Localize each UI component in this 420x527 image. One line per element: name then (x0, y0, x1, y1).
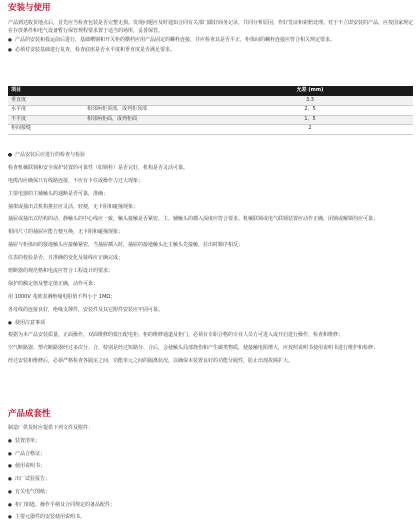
notes-heading: ● 使用注意事项 (8, 320, 413, 328)
table-cell: 3.3 (204, 96, 413, 106)
check-item: ○ 抽架或抽出式机构推拉应灵活，轻便，无卡阻和碰撞现象； (8, 204, 413, 212)
checks-heading: ● 产品安装后应进行的检查与检验 (8, 152, 413, 160)
note-item: ○ 根据为本产品安装质量，正面操作，双面维修的低压配电柜。柜的维修通道及柜门，必须有专职合格的专业人员方可进入或开启进行操作，检查和维修； (8, 332, 413, 340)
table-cell: 不平度 (8, 115, 84, 125)
table-cell: 2、5 (204, 106, 413, 116)
complete-item: ● 使用说明书； (8, 463, 413, 471)
table-row (8, 125, 413, 135)
table-cell: 相邻两柜面，成列柜面 (84, 115, 204, 125)
complete-item: ● 出厂试验报告； (8, 476, 413, 484)
note-item: ○ 空气断路器、塑壳断路器经过多次分、合，特别是经过短路分、合后，会使触头局部烧伤和产生碳类物质，使接触电阻增大，应按照说明书使用说明书进行维护和检修； (8, 345, 413, 353)
section-title-complete: 产品成套性 (8, 409, 51, 419)
table-cell: 1、5 (204, 115, 413, 125)
note-item: ○ 经过安装和维修后，必须严格检查各隔室之间、功能单元之间的隔离状况，以确保本装置良好的功能分隔性，防止出现故障扩大。 (8, 358, 413, 366)
check-item: ○ 抽屉或抽出式结构的动、静触头的中心线应一致，触头接触是否紧密，主、辅触头的插入深度应符合要求。机械联锁或电气联锁装置应动作正确，闭锁或解锁均应可靠； (8, 216, 413, 224)
section-title-install: 安装与使用 (8, 3, 51, 13)
complete-item: ● 产品合格证； (8, 451, 413, 459)
table-cell: 水平度 (8, 106, 84, 116)
check-item: ○ 电缆沟应确保只有线路连接，不应有卡住或操作力过大现象； (8, 178, 413, 186)
table-header-blank (84, 86, 204, 96)
complete-item: ● 柜门钥匙、操作手柄及合同规定的备品配件； (8, 502, 413, 510)
table-cell (84, 125, 204, 135)
check-item: ○ 抽屉与柜体间的接地触头应接触紧密，当抽屉插入时，抽屉的接地触头比主触头先接触，拉出时顺序相反； (8, 242, 413, 250)
complete-block (8, 425, 413, 527)
check-item: ○ 熔断器的规范格和电流应符合工程设计的要求； (8, 268, 413, 276)
check-item: ○ 相同尺寸的抽屉应能方便互换，无卡阻和碰撞现象； (8, 229, 413, 237)
intro-block (8, 20, 413, 54)
complete-lead: 制造厂供货时应提供下列文件及附件： (8, 425, 94, 431)
check-item: ○ 主要电器的主辅触头的通断是否可靠，准确； (8, 191, 413, 199)
intro-bullet: ● 产品的安装和投运前后进行，基础槽钢和开关柜的横档应用产品固定的螺栓连接，并应检查其是否平正，柜体间的螺栓连接应符合相关规定要求。 (8, 37, 413, 45)
check-item: ○ 仪表的校验是否，且准确的变化及接线应正确完成； (8, 255, 413, 263)
complete-item: ● 有关电气图纸； (8, 489, 413, 497)
checks-block (8, 152, 413, 371)
table-header-tolerance: 允差 (mm) (204, 86, 413, 96)
table-row (8, 96, 413, 106)
tolerance-table (8, 86, 413, 135)
intro-bullet: ● 必须对安装基础进行复查，检查底座是否水平度和垂直度是否满足要求。 (8, 47, 413, 55)
intro-paragraph: 产品到达收货地点后，首先应当检查包装是否完整无损。发现问题应及时通知合同有关部门做好商务记录，共同分析原因，作好签证和索赔处理。对于不立即安装的产品，应按国家规定在存放条件和电气设备暂行保管规程要求置于适当的场所，妥善保管。 (8, 20, 414, 34)
complete-item: ● 装置清单； (8, 438, 413, 446)
table-header-item: 项目 (8, 86, 84, 96)
page (8, 0, 413, 527)
check-item: ○ 各母线的连接良好，绝缘支撑件，安装件及其它附件安装应牢固可靠。 (8, 307, 413, 315)
table-row (8, 106, 413, 116)
table-header-row (8, 86, 413, 96)
check-item: ○ 保护的额定值及整定值正确，动作可靠； (8, 281, 413, 289)
table-cell: 垂直度 (8, 96, 84, 106)
table-cell: 柜间接缝 (8, 125, 84, 135)
check-item: ○ 用 1000V 兆欧表测绝缘电阻值不得小于 1MΩ； (8, 294, 413, 302)
check-item: ○ 检查机械联锁和安全保护装置的可靠性（如锁栓）是否完好，机构是否灵活可靠。 (8, 165, 413, 173)
table-cell: 相邻两柜顶部，成列柜顶部 (84, 106, 204, 116)
complete-item: ● 主要元器件的安装使用说明书。 (8, 514, 413, 522)
table-cell: 2 (204, 125, 413, 135)
table-row (8, 115, 413, 125)
table-cell (84, 96, 204, 106)
